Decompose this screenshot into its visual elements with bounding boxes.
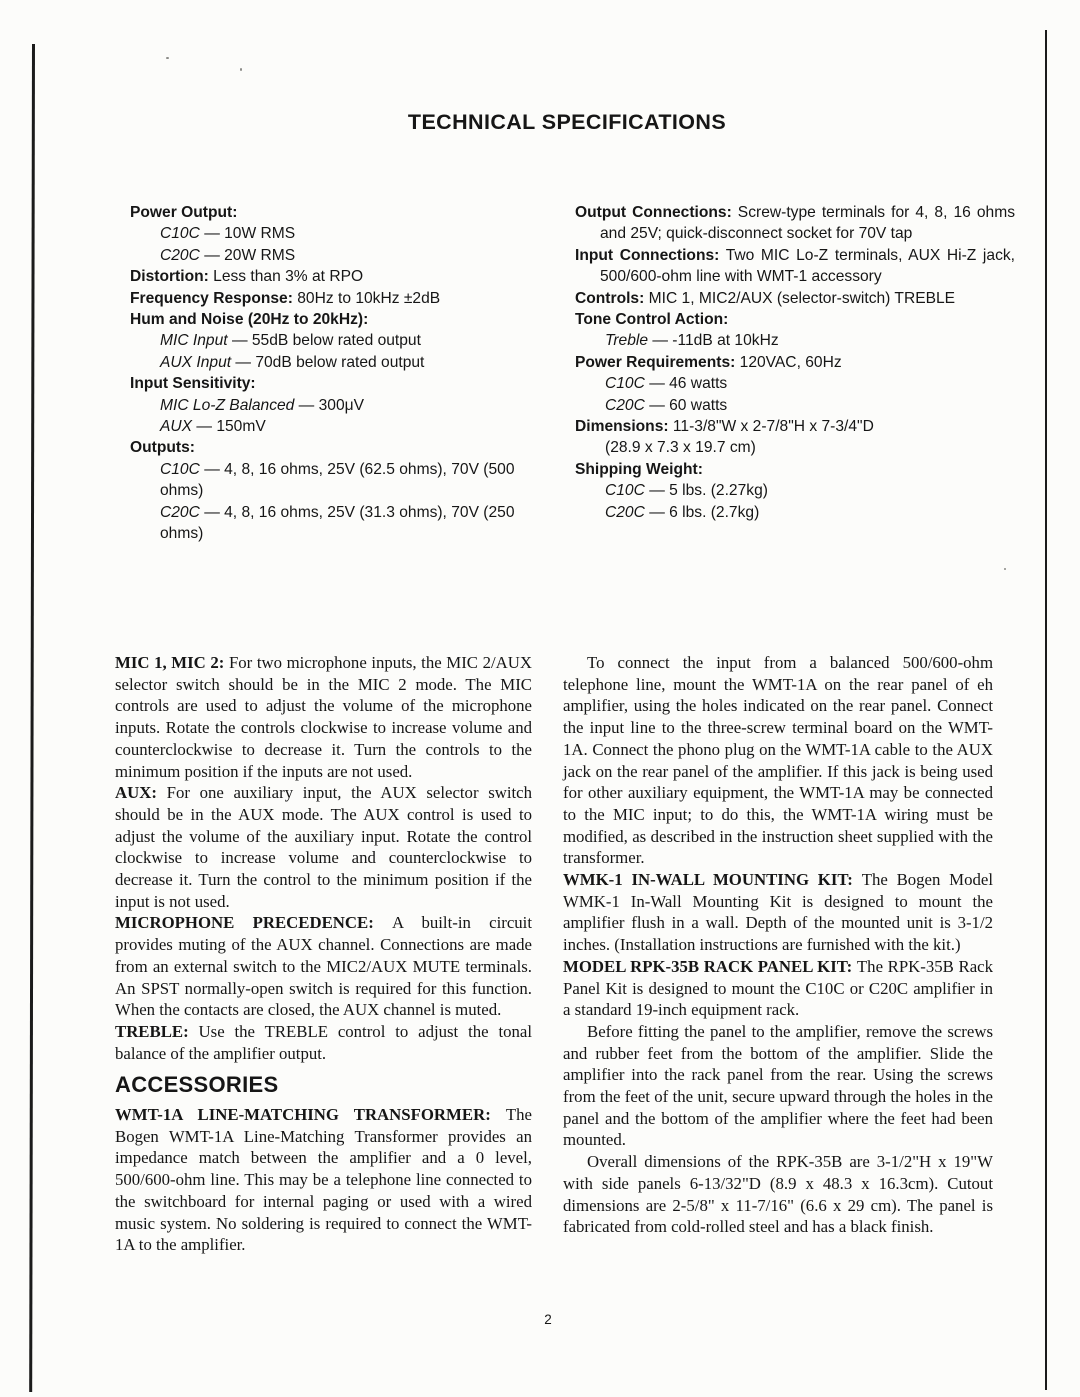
body-paragraph: WMK-1 IN-WALL MOUNTING KIT: The Bogen Model WMK-1 In-Wall Mounting Kit is designed to mount the amplifier flush in a wall. Depth of the mounted unit is 3-1/2 inches. (Installation instructions are furnished with the kit.) <box>563 870 993 955</box>
spec-line: (28.9 x 7.3 x 19.7 cm) <box>605 439 756 457</box>
spec-line: Power Output: <box>130 204 238 221</box>
body-paragraph: MIC 1, MIC 2: For two microphone inputs, the MIC 2/AUX selector switch should be in the MIC 2 mode. The MIC controls are used to adjust the volume of the microphone inputs. Rotate the controls clockwise to increase volume and counterclockwise to decrease it. Turn the controls to the minimum position if the inputs are not used. <box>115 653 532 781</box>
body-paragraph: MODEL RPK-35B RACK PANEL KIT: The RPK-35B Rack Panel Kit is designed to mount the C10C or C20C amplifier in a standard 19-inch equipment rack. <box>563 956 993 1020</box>
spec-column-right <box>575 202 1015 523</box>
spec-line: Treble — -11dB at 10kHz <box>605 332 779 350</box>
spec-column-left <box>130 202 542 545</box>
spec-line: Power Requirements: 120VAC, 60Hz <box>575 353 842 371</box>
spec-line: AUX — 150mV <box>160 418 266 436</box>
spec-line: Tone Control Action: <box>575 311 729 329</box>
body-paragraph: To connect the input from a balanced 500/600-ohm telephone line, mount the WMT-1A on the rear panel of eh amplifier, using the holes indicated on the rear panel. Connect the input line to the three-screw terminal board on the WMT-1A. Connect the phono plug on the WMT-1A cable to the AUX jack on the rear panel of the amplifier. If this jack is being used for other auxiliary equipment, the WMT-1A may be connected to the MIC input; to do this, the WMT-1A wiring must be modified, as described in the instruction sheet supplied with the transformer. <box>563 653 993 868</box>
spec-line: Input Connections: Two MIC Lo-Z terminals, AUX Hi-Z jack, 500/600-ohm line with WMT-1 accessory <box>575 246 1016 286</box>
spec-line: C20C — 20W RMS <box>160 246 296 264</box>
spec-line: C20C — 6 lbs. (2.7kg) <box>605 503 760 521</box>
spec-line: C20C — 4, 8, 16 ohms, 25V (31.3 ohms), 70V (250 ohms) <box>160 503 515 543</box>
body-paragraph: AUX: For one auxiliary input, the AUX selector switch should be in the AUX mode. The AUX control is used to adjust the volume of the auxiliary input. Rotate the control clockwise to increase volume and counterclockwise to decrease it. Turn the control to the minimum position if the input is not used. <box>115 783 533 911</box>
spec-line: C10C — 5 lbs. (2.27kg) <box>605 482 768 500</box>
spec-line: Output Connections: Screw-type terminals for 4, 8, 16 ohms and 25V; quick-disconnect socket for 70V tap <box>575 204 1016 243</box>
spec-line: Shipping Weight: <box>575 460 703 478</box>
scan-speck <box>1004 568 1006 570</box>
spec-line: C10C — 4, 8, 16 ohms, 25V (62.5 ohms), 70V (500 ohms) <box>160 460 515 500</box>
page-title: TECHNICAL SPECIFICATIONS <box>407 110 727 134</box>
body-paragraph: TREBLE: Use the TREBLE control to adjust the tonal balance of the amplifier output. <box>115 1021 533 1063</box>
left-binding-rule <box>29 44 35 1392</box>
spec-line: Hum and Noise (20Hz to 20kHz): <box>130 311 369 329</box>
body-column-right <box>563 652 993 1238</box>
spec-line: Outputs: <box>130 439 195 457</box>
page-number: 2 <box>544 1312 552 1327</box>
spec-line: Input Sensitivity: <box>130 375 256 393</box>
right-edge-rule <box>1045 30 1047 1390</box>
scan-speck <box>240 68 242 71</box>
body-paragraph: Before fitting the panel to the amplifier, remove the screws and rubber feet from the bottom of the amplifier. Slide the amplifier into the rack panel from the rear. Using the screws from the feet of the unit, secure upward through the holes in the panel and the bottom of the amplifier where the feet had been mounted. <box>563 1021 993 1150</box>
accessories-heading: ACCESSORIES <box>115 1072 279 1098</box>
spec-line: MIC Input — 55dB below rated output <box>160 332 421 350</box>
spec-line: AUX Input — 70dB below rated output <box>160 353 425 371</box>
body-paragraph: MICROPHONE PRECEDENCE: A built-in circuit provides muting of the AUX channel. Connections are made from an external switch to the MIC2/AUX MUTE terminals. An SPST normally-open switch is required for this function. When the contacts are closed, the AUX channel is muted. <box>115 913 532 1020</box>
spec-line: Controls: MIC 1, MIC2/AUX (selector-switch) TREBLE <box>575 289 956 307</box>
body-paragraph: Overall dimensions of the RPK-35B are 3-1/2"H x 19"W with side panels 6-13/32"D (8.9 x 48.3 x 16.3cm). Cutout dimensions are 2-5/8" x 11-7/16" (6.6 x 29 cm). The panel is fabricated from cold-rolled steel and has a black finish. <box>563 1152 993 1237</box>
spec-line: Dimensions: 11-3/8"W x 2-7/8"H x 7-3/4"D <box>575 418 874 436</box>
spec-line: C20C — 60 watts <box>605 396 728 414</box>
body-column-left <box>115 652 532 1256</box>
spec-line: C10C — 46 watts <box>605 375 728 393</box>
spec-line: Frequency Response: 80Hz to 10kHz ±2dB <box>130 289 441 307</box>
scan-speck <box>166 57 169 59</box>
body-paragraph: WMT-1A LINE-MATCHING TRANSFORMER: The Bogen WMT-1A Line-Matching Transformer provides an impedance match between the amplifier and a 0 level, 500/600-ohm line. This may be a telephone line connected to the switchboard for internal paging or used with a wired music system. No soldering is required to connect the WMT-1A to the amplifier. <box>115 1105 532 1255</box>
spec-line: C10C — 10W RMS <box>160 225 296 243</box>
spec-line: Distortion: Less than 3% at RPO <box>130 268 364 286</box>
spec-line: MIC Lo-Z Balanced — 300μV <box>160 396 365 414</box>
